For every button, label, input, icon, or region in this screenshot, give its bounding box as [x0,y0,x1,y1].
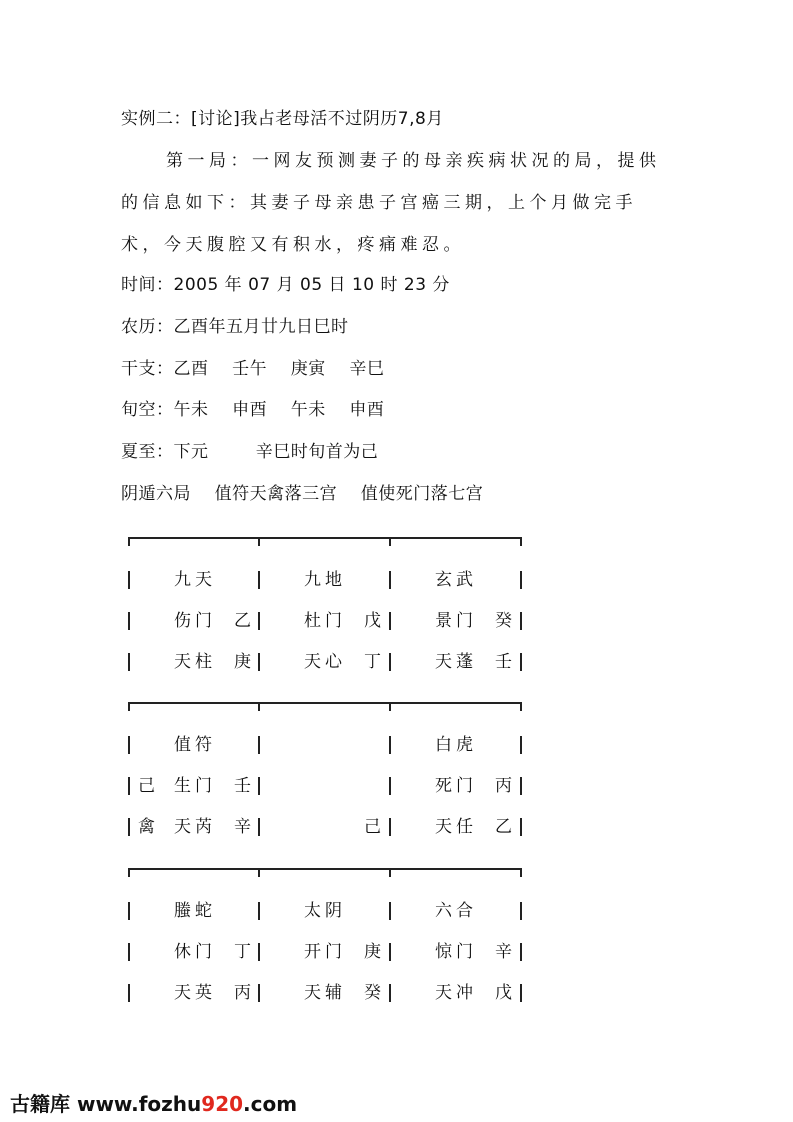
grid-bar [258,943,260,961]
grid-bar [389,818,391,836]
grid-bar [520,902,522,920]
lunar-line: 农历：乙酉年五月廿九日巳时 [121,317,349,337]
grid-tick [128,702,130,711]
grid-bar [128,818,130,836]
cell-prefix-text: 己 [138,776,155,796]
cell-main-text: 太阴 [304,901,346,921]
grid-tick [258,702,260,711]
cell-stem-text: 丙 [495,776,512,796]
grid-bar [520,984,522,1002]
cell-main-text: 天柱 [174,652,216,672]
grid-bar [389,571,391,589]
grid-tick [520,702,522,711]
cell-main-text: 天蓬 [435,652,477,672]
cell-stem-text: 癸 [495,611,512,631]
grid-tick [128,868,130,877]
footer-brand-suffix: .com [243,1092,298,1116]
grid-bar [128,943,130,961]
cell-main-text: 九天 [174,570,216,590]
grid-tick [389,868,391,877]
grid-bar [389,777,391,795]
grid-tick [389,537,391,546]
grid-tick [128,537,130,546]
grid-bar [520,571,522,589]
grid-bar [128,653,130,671]
grid-tick [258,868,260,877]
cell-main-text: 生门 [174,776,216,796]
grid-bar [389,902,391,920]
grid-bar [520,736,522,754]
cell-stem-text: 壬 [495,652,512,672]
grid-bar [128,777,130,795]
title-line: 实例二：[讨论]我占老母活不过阴历7,8月 [121,109,444,129]
cell-main-text: 九地 [304,570,346,590]
grid-bar [258,818,260,836]
cell-main-text: 天芮 [174,817,216,837]
cell-main-text: 值符 [174,735,216,755]
grid-bar [258,612,260,630]
cell-stem-text: 戊 [364,611,381,631]
cell-main-text: 死门 [435,776,477,796]
cell-main-text: 天辅 [304,983,346,1003]
cell-stem-text: 己 [364,817,381,837]
cell-stem-text: 庚 [234,652,251,672]
cell-main-text: 惊门 [435,942,477,962]
grid-bar [258,902,260,920]
grid-bar [258,736,260,754]
footer-brand-text: 古籍库 www.fozhu [10,1092,202,1116]
cell-stem-text: 丙 [234,983,251,1003]
grid-bar [389,984,391,1002]
grid-bar [128,984,130,1002]
grid-bar [128,736,130,754]
grid-bar [258,777,260,795]
grid-bar [258,984,260,1002]
grid-bar [258,571,260,589]
grid-bar [128,571,130,589]
grid-tick [520,537,522,546]
cell-stem-text: 乙 [495,817,512,837]
cell-main-text: 休门 [174,942,216,962]
cell-stem-text: 辛 [495,942,512,962]
xunkong-line: 旬空：午未 申酉 午未 申酉 [121,400,385,420]
grid-bar [128,612,130,630]
grid-bar [389,736,391,754]
grid-bar [520,777,522,795]
cell-main-text: 天任 [435,817,477,837]
cell-main-text: 景门 [435,611,477,631]
cell-main-text: 杜门 [304,611,346,631]
cell-main-text: 伤门 [174,611,216,631]
grid-rule-1 [128,702,520,704]
cell-prefix-text: 禽 [138,817,155,837]
grid-rule-0 [128,537,520,539]
cell-stem-text: 丁 [364,652,381,672]
cell-main-text: 白虎 [435,735,477,755]
grid-bar [520,612,522,630]
grid-bar [520,943,522,961]
ju-line: 阴遁六局 值符天禽落三宫 值使死门落七宫 [121,484,484,504]
cell-stem-text: 丁 [234,942,251,962]
cell-stem-text: 壬 [234,776,251,796]
grid-bar [389,943,391,961]
grid-bar [128,902,130,920]
cell-stem-text: 戊 [495,983,512,1003]
cell-main-text: 六合 [435,901,477,921]
grid-bar [389,653,391,671]
cell-main-text: 螣蛇 [174,901,216,921]
grid-bar [389,612,391,630]
grid-tick [258,537,260,546]
cell-stem-text: 庚 [364,942,381,962]
grid-rule-2 [128,868,520,870]
grid-tick [520,868,522,877]
footer-brand-number: 920 [201,1092,244,1116]
footer-brand [10,1088,297,1117]
grid-tick [389,702,391,711]
cell-main-text: 天英 [174,983,216,1003]
intro-paragraph: 第一局：一网友预测妻子的母亲疾病状况的局，提供的信息如下：其妻子母亲患子宫癌三期，上个月做完手术，今天腹腔又有积水，疼痛难忍。 [121,151,661,255]
grid-bar [520,818,522,836]
cell-main-text: 玄武 [435,570,477,590]
cell-main-text: 天心 [304,652,346,672]
time-line: 时间：2005 年 07 月 05 日 10 时 23 分 [121,275,450,295]
cell-main-text: 天冲 [435,983,477,1003]
cell-stem-text: 乙 [234,611,251,631]
ganzhi-line: 干支：乙酉 壬午 庚寅 辛巳 [121,359,385,379]
xiazhi-line: 夏至：下元 辛巳时旬首为己 [121,442,379,462]
grid-bar [258,653,260,671]
grid-bar [520,653,522,671]
cell-main-text: 开门 [304,942,346,962]
cell-stem-text: 辛 [234,817,251,837]
cell-stem-text: 癸 [364,983,381,1003]
